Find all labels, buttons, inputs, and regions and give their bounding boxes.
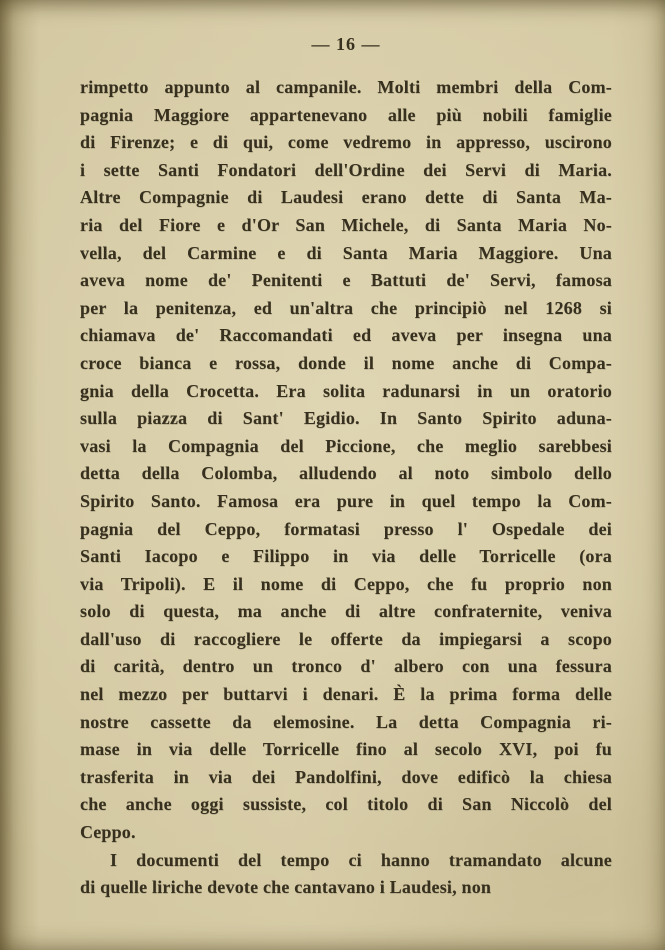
text-line: via Tripoli). E il nome di Ceppo, che fu proprio non [80, 573, 612, 594]
text-line: gnia della Crocetta. Era solita radunarsi in un oratorio [80, 380, 612, 401]
text-line: mase in via delle Torricelle fino al secolo XVI, poi fu [80, 739, 612, 760]
text-line: pagnia Maggiore appartenevano alle più nobili famiglie [80, 104, 612, 125]
page-text [80, 74, 612, 902]
text-line: per la penitenza, ed un'altra che principiò nel 1268 si [80, 297, 612, 318]
text-line: detta della Colomba, alludendo al noto simbolo dello [80, 463, 612, 484]
text-line: vasi la Compagnia del Piccione, che meglio sarebbesi [80, 435, 612, 456]
text-line: i sette Santi Fondatori dell'Ordine dei Servi di Maria. [80, 159, 612, 180]
text-line: chiamava de' Raccomandati ed aveva per insegna una [80, 325, 612, 346]
text-line: trasferita in via dei Pandolfini, dove edificò la chiesa [80, 766, 612, 787]
page-number: — 16 — [311, 34, 381, 54]
text-line: Altre Compagnie di Laudesi erano dette di Santa Ma- [80, 187, 612, 208]
text-line: di carità, dentro un tronco d' albero con una fessura [80, 656, 612, 677]
paragraph [80, 74, 612, 847]
text-line: ria del Fiore e d'Or San Michele, di Santa Maria No- [80, 214, 612, 235]
text-line: Spirito Santo. Famosa era pure in quel tempo la Com- [80, 490, 612, 511]
text-line: Ceppo. [80, 822, 136, 843]
text-line: nel mezzo per buttarvi i denari. È la prima forma delle [80, 684, 612, 705]
text-line: nostre cassette da elemosine. La detta Compagnia ri- [80, 711, 612, 732]
text-line: di quelle liriche devote che cantavano i Laudesi, non [80, 877, 492, 898]
paragraph [80, 847, 612, 902]
text-line: che anche oggi sussiste, col titolo di San Niccolò del [80, 794, 612, 815]
text-line: Santi Iacopo e Filippo in via delle Torricelle (ora [80, 546, 612, 567]
text-line: solo di questa, ma anche di altre confraternite, veniva [80, 601, 612, 622]
text-line: di Firenze; e di qui, come vedremo in appresso, uscirono [80, 132, 612, 153]
text-line: pagnia del Ceppo, formatasi presso l' Ospedale dei [80, 518, 612, 539]
text-line: rimpetto appunto al campanile. Molti membri della Com- [80, 77, 612, 97]
text-line: dall'uso di raccogliere le offerte da impiegarsi a scopo [80, 628, 612, 649]
text-line: croce bianca e rossa, donde il nome anche di Compa- [80, 352, 612, 373]
text-line: I documenti del tempo ci hanno tramandato alcune [110, 849, 612, 870]
text-line: sulla piazza di Sant' Egidio. In Santo Spirito aduna- [80, 408, 612, 429]
text-line: aveva nome de' Penitenti e Battuti de' Servi, famosa [80, 270, 612, 291]
text-line: vella, del Carmine e di Santa Maria Maggiore. Una [80, 242, 612, 263]
